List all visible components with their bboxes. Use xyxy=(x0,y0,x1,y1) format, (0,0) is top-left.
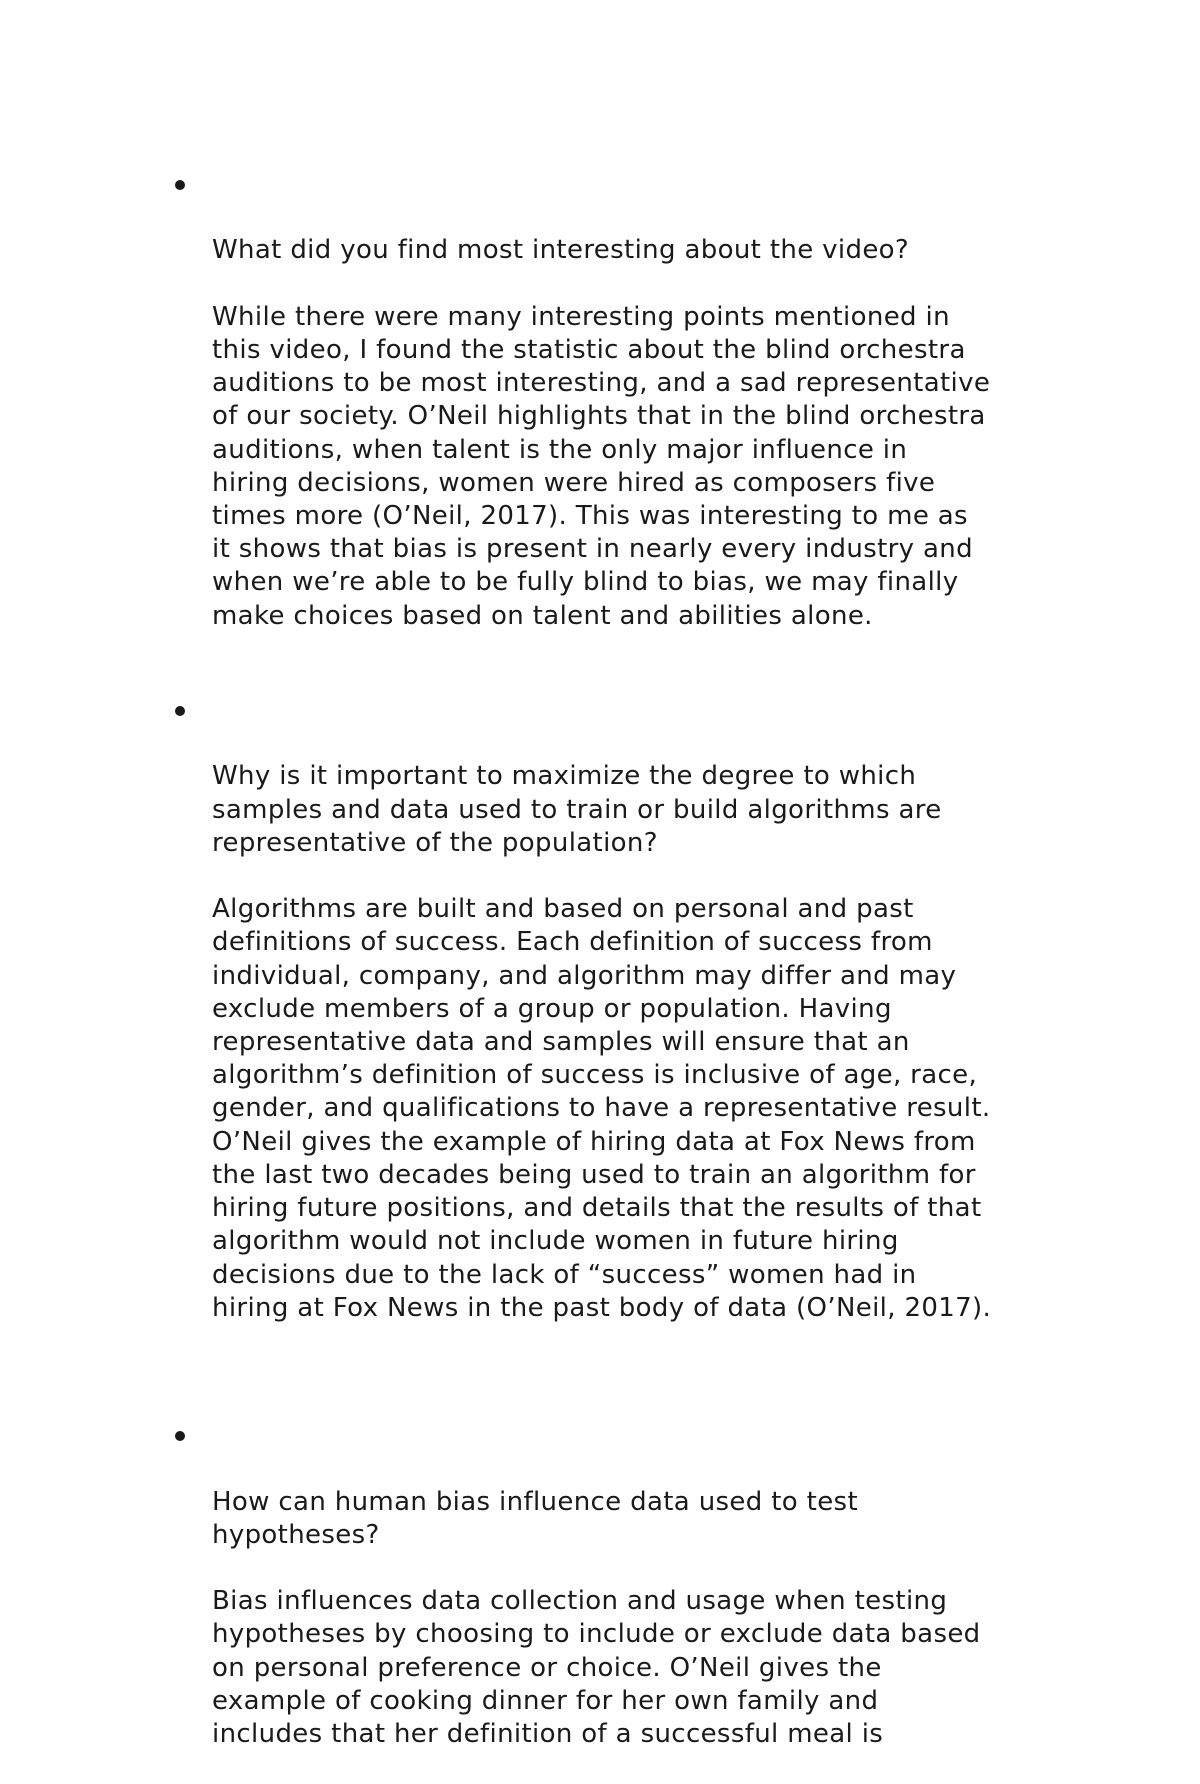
answer-text: Bias influences data collection and usage when testing hypotheses by choosing to include or exclude data based on personal preference or choice. O’Neil gives the example of cooking dinner for her own family and includes that her definition of a successful meal is xyxy=(212,1586,981,1749)
bullet-icon xyxy=(175,706,185,716)
bullet-icon xyxy=(175,1431,185,1441)
answer-text: Algorithms are built and based on personal and past definitions of success. Each definition of success from individual, company, and algorithm may differ and may exclude members of a group or population. Having representative data and samples will ensure that an algorithm’s definition of success is inclusive of age, race, gender, and qualifications to have a representative result. O’Neil gives the example of hiring data at Fox News from the last two decades being used to train an algorithm for hiring future positions, and details that the results of that algorithm would not include women in future hiring decisions due to the lack of “success” women had in hiring at Fox News in the past body of data (O’Neil, 2017). xyxy=(212,894,992,1323)
question-text: Why is it important to maximize the degree to which samples and data used to train or build algorithms are representative of the population? xyxy=(212,761,942,858)
bullet-list xyxy=(212,168,1072,1784)
list-item xyxy=(212,1419,1072,1784)
list-item xyxy=(212,694,1072,1358)
question-text: How can human bias influence data used to test hypotheses? xyxy=(212,1486,858,1550)
answer-text: While there were many interesting points mentioned in this video, I found the statistic about the blind orchestra auditions to be most interesting, and a sad representative of our society. O’Neil highlights that in the blind orchestra auditions, when talent is the only major influence in hiring decisions, women were hired as composers five times more (O’Neil, 2017). This was interesting to me as it shows that bias is present in nearly every industry and when we’re able to be fully blind to bias, we may finally make choices based on talent and abilities alone. xyxy=(212,301,991,631)
list-item xyxy=(212,168,1072,666)
bullet-icon xyxy=(175,180,185,190)
question-text: What did you find most interesting about the video? xyxy=(212,235,910,266)
